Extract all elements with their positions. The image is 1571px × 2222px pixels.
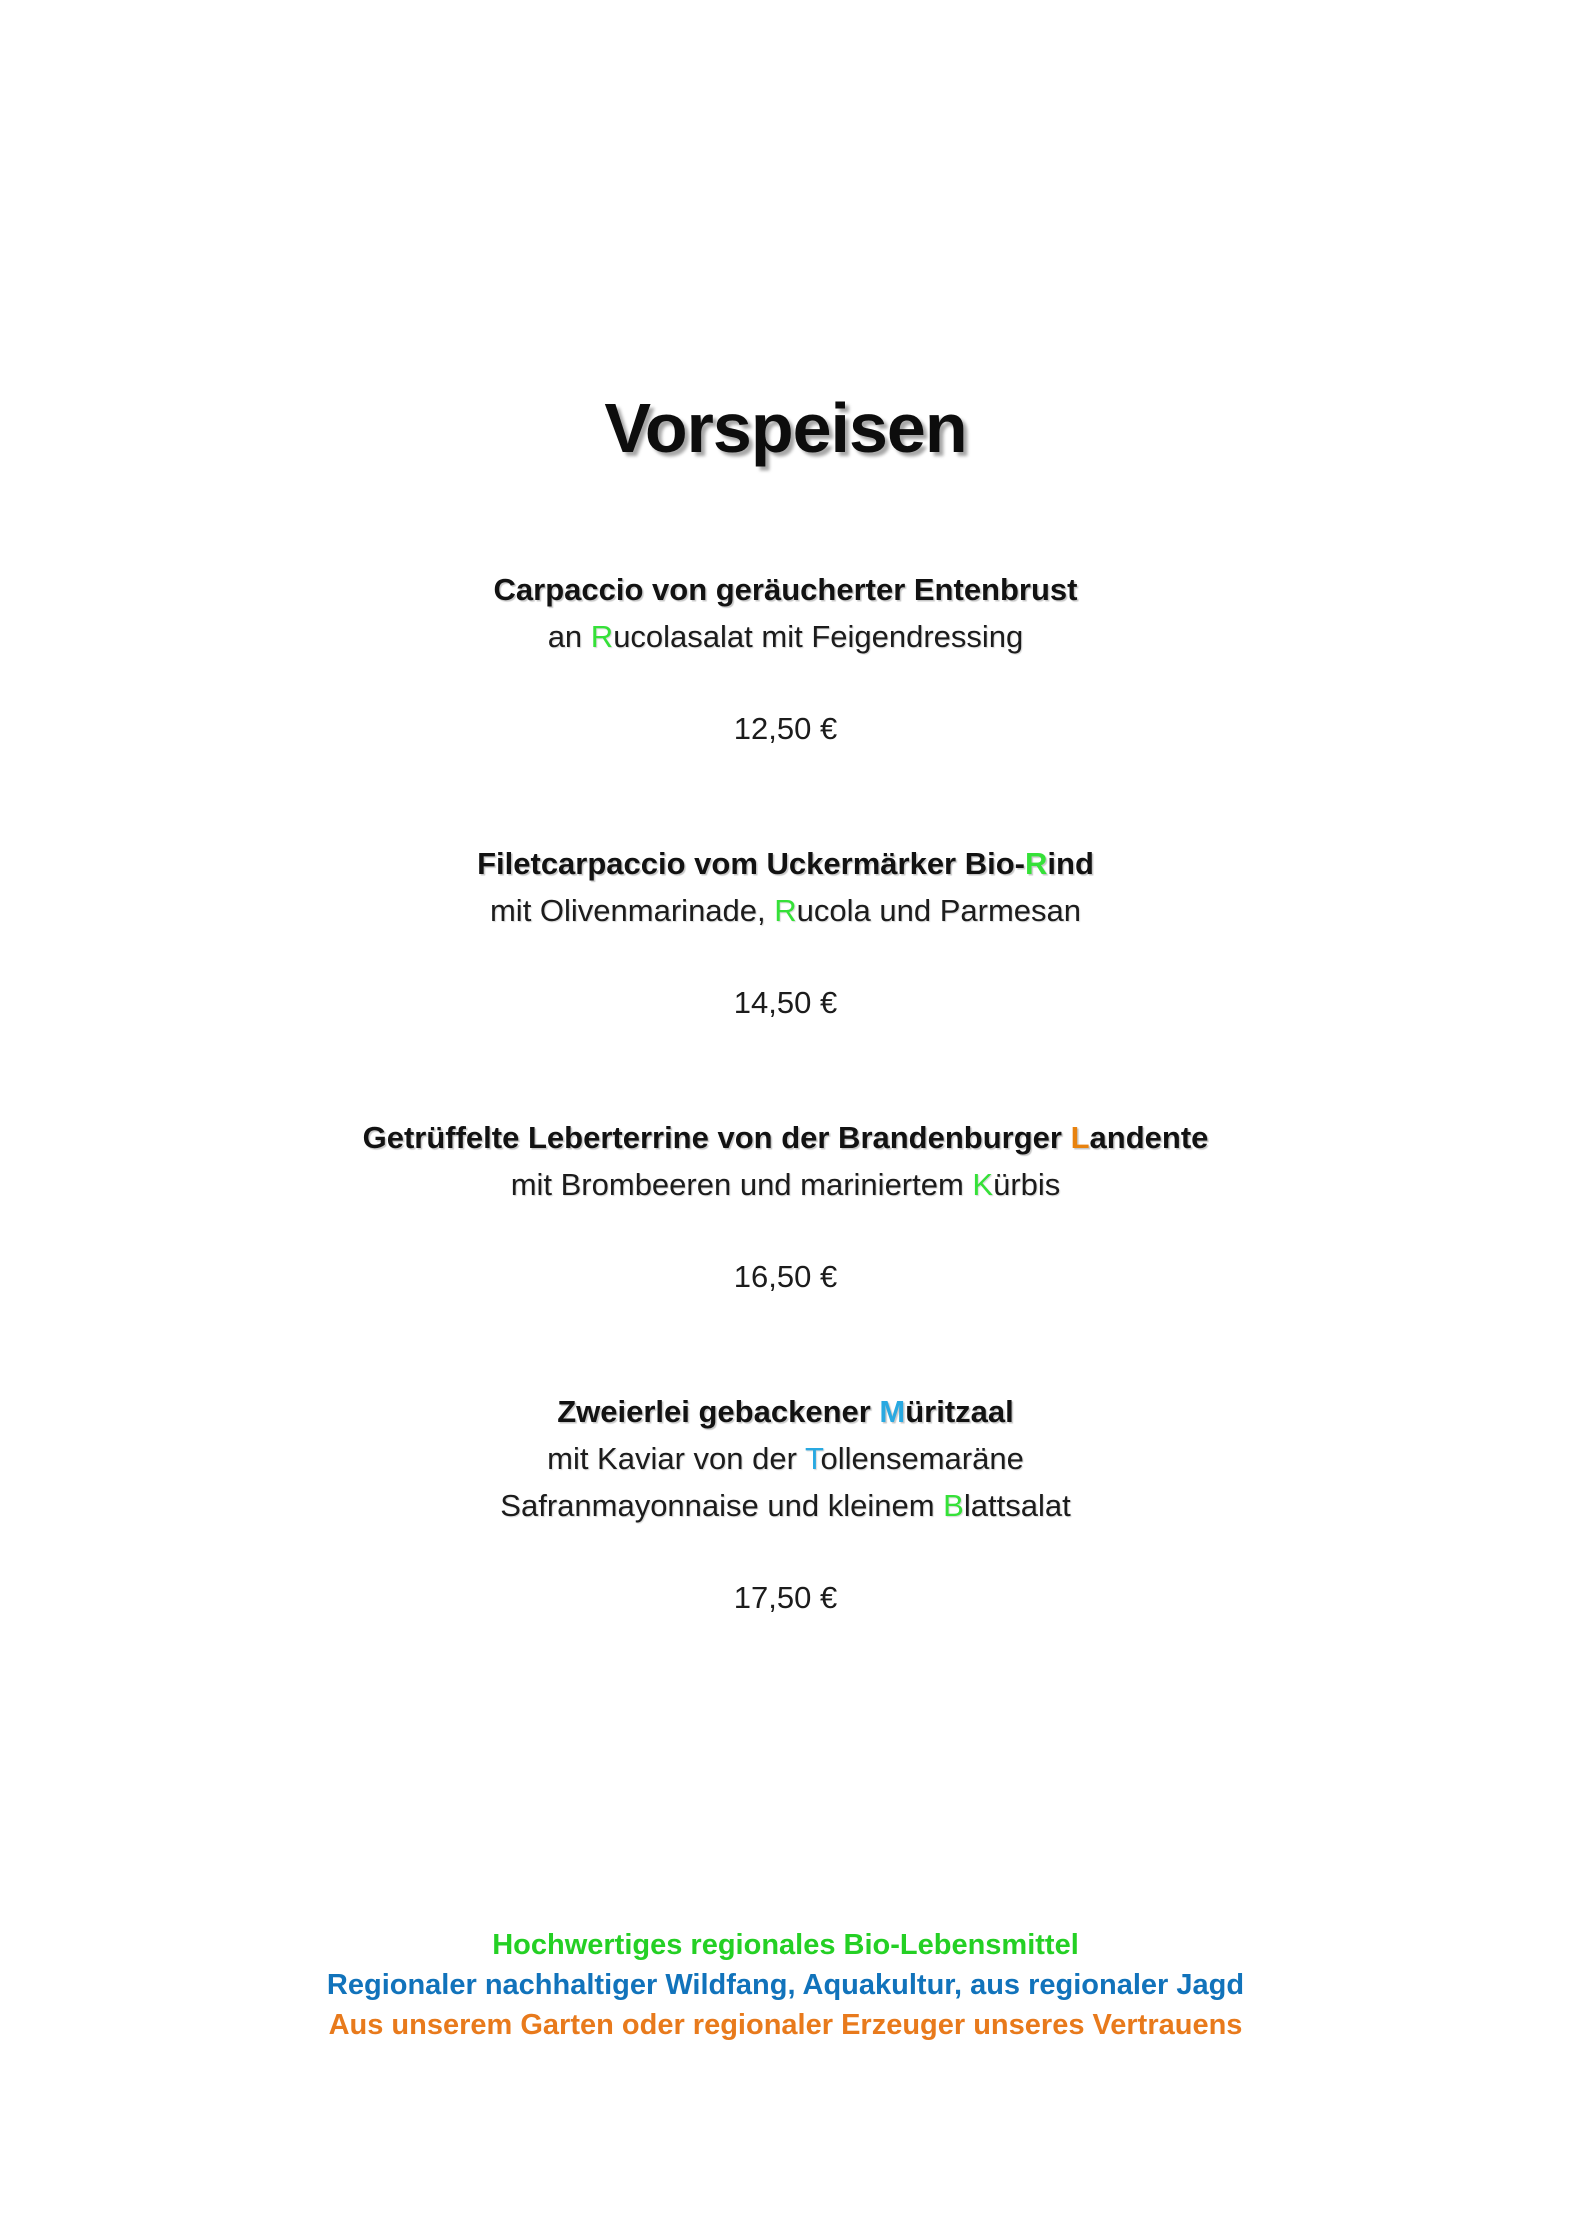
item-description-line — [0, 1161, 1571, 1208]
footer-note: Regionaler nachhaltiger Wildfang, Aquakultur, aus regionaler Jagd — [326, 1968, 1245, 2001]
item-price: 16,50 € — [733, 1258, 838, 1294]
text-segment: andente — [1089, 1119, 1209, 1155]
text-segment: üritzaal — [905, 1393, 1014, 1429]
item-name — [0, 566, 1571, 613]
text-segment: Filetcarpaccio vom Uckermärker Bio- — [477, 845, 1025, 881]
highlight-letter: M — [879, 1393, 906, 1429]
item-description — [0, 1161, 1571, 1208]
item-description-line — [0, 1482, 1571, 1529]
text-segment: Getrüffelte Leberterrine von der Brandenburger — [362, 1119, 1071, 1155]
text-segment: mit Brombeeren und mariniertem — [510, 1166, 973, 1202]
text-segment: Zweierlei gebackener — [557, 1393, 880, 1429]
menu-item — [0, 1114, 1571, 1300]
highlight-letter: T — [805, 1440, 821, 1476]
menu-item — [0, 840, 1571, 1026]
item-name — [0, 1114, 1571, 1161]
text-segment: mit Olivenmarinade, — [489, 892, 775, 928]
text-segment: Carpaccio von geräucherter Entenbrust — [493, 571, 1078, 607]
item-description — [0, 887, 1571, 934]
item-name — [0, 1388, 1571, 1435]
menu-item — [0, 566, 1571, 752]
item-description-line — [0, 1435, 1571, 1482]
item-price: 14,50 € — [733, 984, 838, 1020]
text-segment: Safranmayonnaise und kleinem — [500, 1487, 944, 1523]
text-segment: ucola und Parmesan — [796, 892, 1081, 928]
item-description — [0, 1435, 1571, 1529]
item-description — [0, 613, 1571, 660]
highlight-letter: K — [972, 1166, 994, 1202]
text-segment: an — [547, 618, 591, 654]
item-description-line — [0, 613, 1571, 660]
menu-item — [0, 1388, 1571, 1621]
text-segment: ürbis — [993, 1166, 1061, 1202]
text-segment: ollensemaräne — [820, 1440, 1024, 1476]
footer-notes — [0, 1925, 1571, 2045]
text-segment: mit Kaviar von der — [547, 1440, 805, 1476]
highlight-letter: L — [1070, 1119, 1090, 1155]
text-segment: ucolasalat mit Feigendressing — [613, 618, 1024, 654]
footer-note: Aus unserem Garten oder regionaler Erzeuger unseres Vertrauens — [328, 2008, 1243, 2041]
text-segment: lattsalat — [963, 1487, 1071, 1523]
highlight-letter: R — [774, 892, 797, 928]
highlight-letter: R — [590, 618, 614, 654]
item-description-line — [0, 887, 1571, 934]
page-title: Vorspeisen — [604, 389, 967, 467]
menu-items — [0, 566, 1571, 1621]
highlight-letter: R — [1025, 845, 1048, 881]
text-segment: ind — [1047, 845, 1094, 881]
item-name — [0, 840, 1571, 887]
item-price: 17,50 € — [733, 1579, 838, 1615]
footer-note: Hochwertiges regionales Bio-Lebensmittel — [492, 1928, 1079, 1961]
highlight-letter: B — [943, 1487, 964, 1523]
item-price: 12,50 € — [733, 710, 838, 746]
